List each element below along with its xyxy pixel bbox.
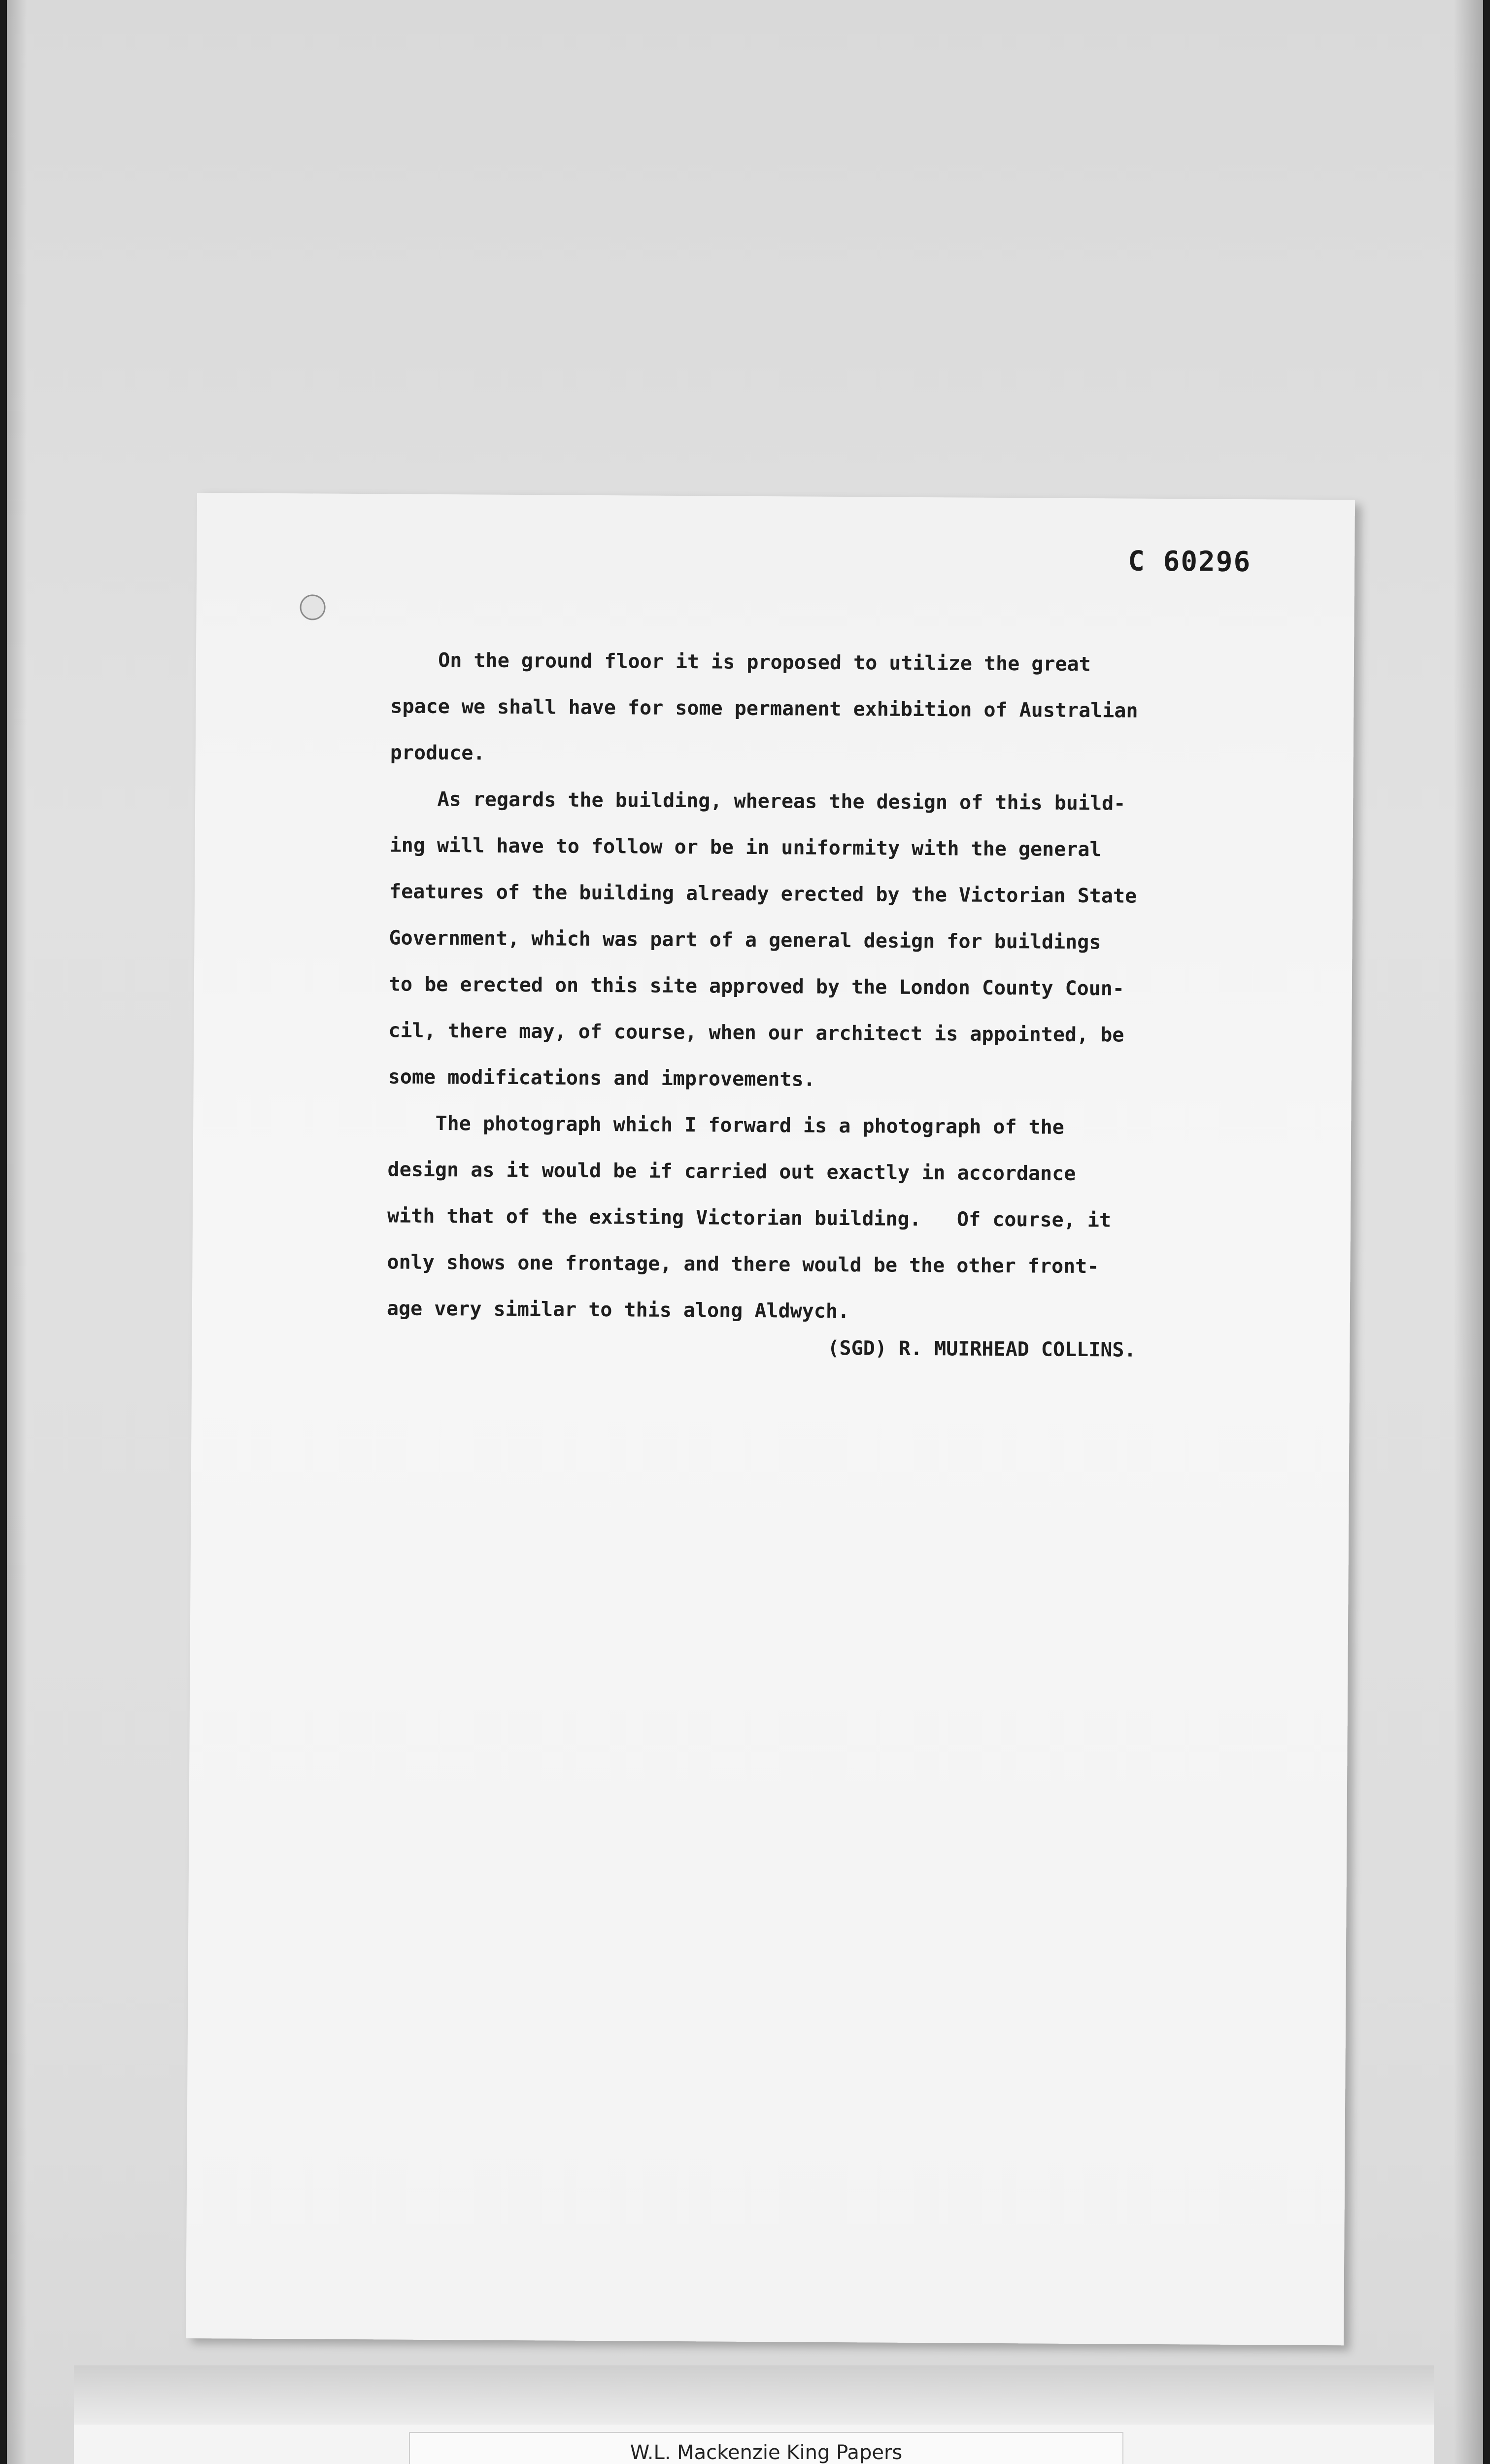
collection-name: W.L. Mackenzie King Papers xyxy=(630,2441,903,2464)
text-line: The photograph which I forward is a photograph of the xyxy=(388,1112,1064,1139)
scan-edge-left xyxy=(7,0,27,2464)
collection-label xyxy=(409,2432,1123,2464)
punch-hole-mark xyxy=(300,594,325,620)
text-line: produce. xyxy=(390,741,485,765)
text-line: As regards the building, whereas the design of this build- xyxy=(390,787,1126,815)
text-line: cil, there may, of course, when our architect is appointed, be xyxy=(388,1019,1124,1047)
text-line: space we shall have for some permanent exhibition of Australian xyxy=(390,695,1138,722)
page-reference-number: C 60296 xyxy=(1127,545,1252,579)
text-line: features of the building already erected by the Victorian State xyxy=(389,880,1137,908)
signature-line: (SGD) R. MUIRHEAD COLLINS. xyxy=(827,1336,1136,1362)
text-line: Government, which was part of a general design for buildings xyxy=(389,926,1101,954)
text-line: On the ground floor it is proposed to utilize the great xyxy=(390,649,1091,676)
scan-edge-right xyxy=(1454,0,1483,2464)
text-line: only shows one frontage, and there would be the other front- xyxy=(387,1251,1099,1278)
text-line: with that of the existing Victorian building. Of course, it xyxy=(387,1204,1112,1232)
text-line: age very similar to this along Aldwych. xyxy=(386,1297,850,1323)
letter-body xyxy=(387,637,1298,1337)
text-line: some modifications and improvements. xyxy=(388,1065,815,1091)
text-line: design as it would be if carried out exactly in accordance xyxy=(387,1158,1076,1185)
text-line: ing will have to follow or be in uniformity with the general xyxy=(389,834,1102,861)
text-line: to be erected on this site approved by the London County Coun- xyxy=(388,973,1125,1000)
typed-letter-page xyxy=(186,493,1355,2345)
stamp-area-shadow xyxy=(74,2365,1434,2425)
